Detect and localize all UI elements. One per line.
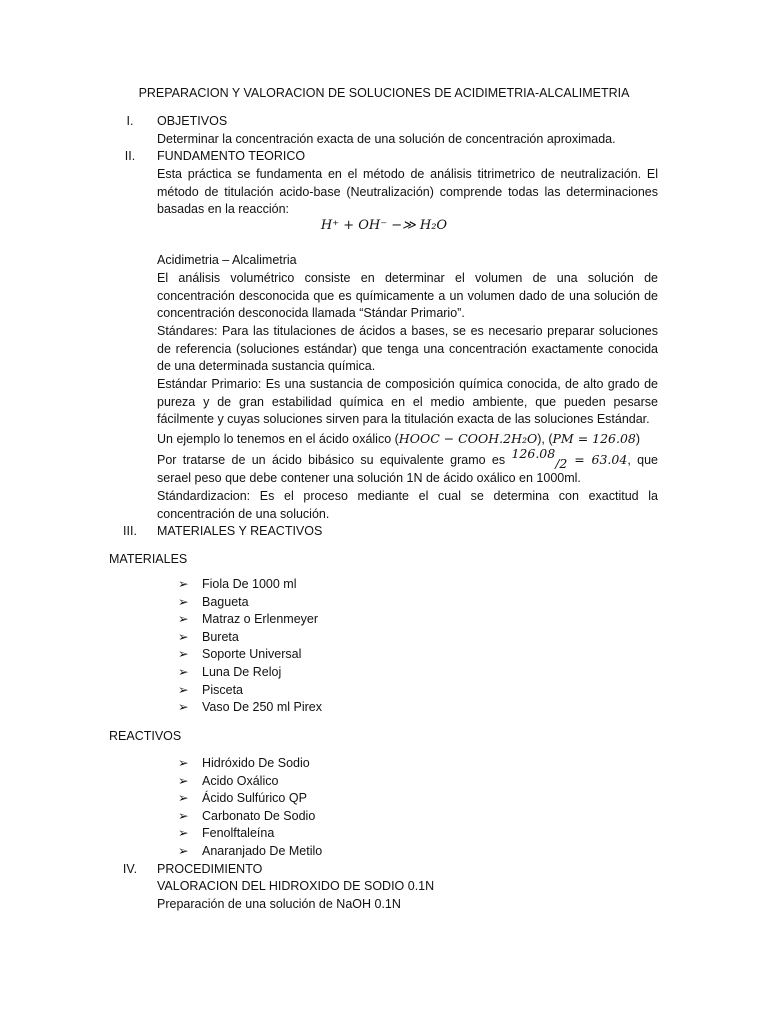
list-item xyxy=(178,773,322,791)
section-number: IV. xyxy=(122,862,138,876)
list-item xyxy=(178,843,322,861)
list-item xyxy=(178,808,322,826)
reaction-formula: H⁺ + OH⁻ −≫ H₂O xyxy=(320,218,448,233)
list-item xyxy=(178,682,322,700)
document-title: PREPARACION Y VALORACION DE SOLUCIONES DE ACIDIMETRIA-ALCALIMETRIA xyxy=(138,86,630,100)
list-item-label: Soporte Universal xyxy=(202,647,302,662)
list-item xyxy=(178,594,322,612)
arrow-bullet-icon: ➢ xyxy=(178,773,189,788)
list-item-label: Bagueta xyxy=(202,594,249,609)
list-item-label: Fiola De 1000 ml xyxy=(202,577,297,591)
procedure-subheading: VALORACION DEL HIDROXIDO DE SODIO 0.1N xyxy=(157,879,435,893)
list-item-label: Vaso De 250 ml Pirex xyxy=(202,700,322,715)
section-heading: PROCEDIMIENTO xyxy=(157,862,263,876)
arrow-bullet-icon: ➢ xyxy=(178,826,189,841)
list-item xyxy=(178,755,322,773)
list-item-label: Pisceta xyxy=(202,682,243,697)
list-item xyxy=(178,629,322,647)
list-item-label: Acido Oxálico xyxy=(202,773,279,788)
materiales-label: MATERIALES xyxy=(109,552,188,566)
section-number: III. xyxy=(123,524,137,538)
list-item-label: Matraz o Erlenmeyer xyxy=(202,612,319,627)
arrow-bullet-icon: ➢ xyxy=(178,629,189,644)
list-item-label: Bureta xyxy=(202,629,239,644)
list-item-label: Fenolftaleína xyxy=(202,826,275,841)
fraction-denominator: /2 xyxy=(555,456,568,471)
text-fragment: , que serael peso que debe contener una solución 1N de ácido oxálico en 1000ml. xyxy=(157,453,658,485)
equivalent-paragraph xyxy=(157,446,658,487)
list-item xyxy=(178,611,322,629)
list-item-label: Anaranjado De Metilo xyxy=(202,843,323,858)
objective-text: Determinar la concentración exacta de una solución de concentración aproximada. xyxy=(157,132,616,146)
text-fragment: ), ( xyxy=(537,432,553,446)
arrow-bullet-icon: ➢ xyxy=(178,664,189,679)
paragraph: Stándares: Para las titulaciones de ácidos a bases, se es necesario preparar soluciones de referencia (soluciones estándar) que tenga una concentración exactamente conocida de una determinada sustancia química. xyxy=(157,324,658,374)
section-heading: MATERIALES Y REACTIVOS xyxy=(157,524,323,538)
arrow-bullet-icon: ➢ xyxy=(178,700,189,715)
equivalent-result: = 63.04 xyxy=(567,452,628,467)
molar-mass: PM = 126.08 xyxy=(552,431,636,446)
arrow-bullet-icon: ➢ xyxy=(178,791,189,806)
arrow-bullet-icon: ➢ xyxy=(178,808,189,823)
procedure-subheading: Preparación de una solución de NaOH 0.1N xyxy=(157,897,401,911)
section-heading: OBJETIVOS xyxy=(157,114,228,128)
paragraph: Estándar Primario: Es una sustancia de composición química conocida, de alto grado de pureza y de gran estabilidad química en el medio ambiente, que pueden pesarse fácilmente y cuyas soluciones sirven para la titulación exacta de las soluciones Estándar. xyxy=(157,377,658,427)
paragraph: Stándardizacion: Es el proceso mediante el cual se determina con exactitud la concentración de una solución. xyxy=(157,489,658,521)
arrow-bullet-icon: ➢ xyxy=(178,843,189,858)
subsection-heading: Acidimetria – Alcalimetria xyxy=(157,253,297,267)
section-number: II. xyxy=(124,149,136,163)
example-line xyxy=(157,430,658,449)
arrow-bullet-icon: ➢ xyxy=(178,594,189,609)
section-number: I. xyxy=(126,114,134,128)
arrow-bullet-icon: ➢ xyxy=(178,756,189,770)
arrow-bullet-icon: ➢ xyxy=(178,647,189,662)
text-fragment: Un ejemplo lo tenemos en el ácido oxálico ( xyxy=(157,432,399,446)
list-item xyxy=(178,790,322,808)
section-heading: FUNDAMENTO TEORICO xyxy=(157,149,306,163)
arrow-bullet-icon: ➢ xyxy=(178,612,189,627)
list-item-label: Hidróxido De Sodio xyxy=(202,756,310,770)
paragraph: El análisis volumétrico consiste en determinar el volumen de una solución de concentración desconocida que es químicamente a un volumen dado de una solución de concentración desconocida llamada “Stándar Primario”. xyxy=(157,271,658,321)
oxalic-formula: HOOC − COOH.2H₂O xyxy=(398,431,538,446)
list-item-label: Ácido Sulfúrico QP xyxy=(202,791,307,806)
reactivos-list xyxy=(178,755,322,861)
list-item xyxy=(178,646,322,664)
list-item xyxy=(178,825,322,843)
arrow-bullet-icon: ➢ xyxy=(178,682,189,697)
list-item xyxy=(178,664,322,682)
list-item-label: Carbonato De Sodio xyxy=(202,808,316,823)
materiales-list xyxy=(178,576,322,717)
list-item xyxy=(178,699,322,717)
arrow-bullet-icon: ➢ xyxy=(178,577,189,591)
text-fragment: ) xyxy=(635,432,641,446)
list-item-label: Luna De Reloj xyxy=(202,664,282,679)
list-item xyxy=(178,576,322,594)
reactivos-label: REACTIVOS xyxy=(109,729,182,743)
text-fragment: Por tratarse de un ácido bibásico su equivalente gramo es xyxy=(157,453,512,467)
intro-paragraph: Esta práctica se fundamenta en el método de análisis titrimetrico de neutralización. El método de titulación acido-base (Neutralización) comprende todas las determinaciones basadas en la reacción: xyxy=(157,167,658,217)
fraction-numerator: 126.08 xyxy=(511,446,556,461)
